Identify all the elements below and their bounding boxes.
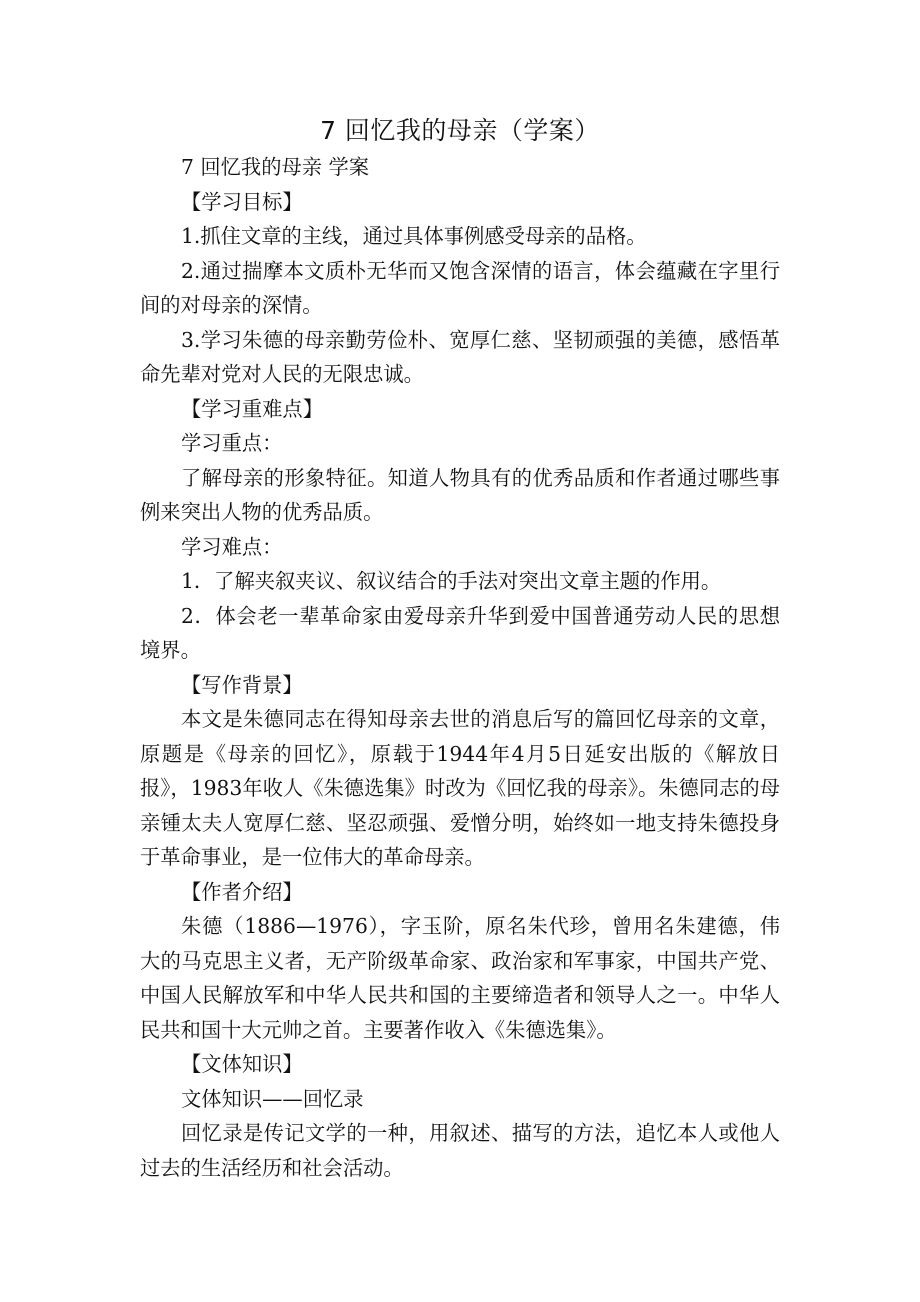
difficulty-item-2: 2．体会老一辈革命家由爱母亲升华到爱中国普通劳动人民的思想境界。 [140,603,780,662]
section-heading-goals: 【学习目标】 [181,189,303,214]
section-heading-background: 【写作背景】 [181,672,303,697]
subtitle: 7 回忆我的母亲 学案 [181,155,370,179]
document-body [140,150,780,1185]
background-paragraph: 本文是朱德同志在得知母亲去世的消息后写的篇回忆母亲的文章，原题是《母亲的回忆》，原载于1944年4月5日延安出版的《解放日报》，1983年收人《朱德选集》时改为《回忆我的母亲》。朱德同志的母亲锺太夫人宽厚仁慈、坚忍顽强、爱憎分明，始终如一地支持朱德投身于革命事业，是一位伟大的革命母亲。 [140,707,780,869]
difficulty-item-1: 1．了解夹叙夹议、叙议结合的手法对突出文章主题的作用。 [181,569,722,593]
section-heading-author: 【作者介绍】 [181,879,303,904]
genre-paragraph: 回忆录是传记文学的一种，用叙述、描写的方法，追忆本人或他人过去的生活经历和社会活动。 [140,1121,780,1180]
goal-item-1: 1.抓住文章的主线，通过具体事例感受母亲的品格。 [181,224,647,248]
key-point-text: 了解母亲的形象特征。知道人物具有的优秀品质和作者通过哪些事例来突出人物的优秀品质。 [140,465,780,524]
goal-item-2: 2.通过揣摩本文质朴无华而又饱含深情的语言，体会蕴藏在字里行间的对母亲的深情。 [140,258,780,317]
goal-item-3: 3.学习朱德的母亲勤劳俭朴、宽厚仁慈、坚韧顽强的美德，感悟革命先辈对党对人民的无限忠诚。 [140,327,780,386]
document-title: 7 回忆我的母亲（学案） [320,116,600,145]
key-point-label: 学习重点： [181,431,283,455]
author-paragraph: 朱德（1886—1976），字玉阶，原名朱代珍，曾用名朱建德，伟大的马克思主义者，无产阶级革命家、政治家和军事家，中国共产党、中国人民解放军和中华人民共和国的主要缔造者和领导人之一。中华人民共和国十大元帅之首。主要著作收入《朱德选集》。 [140,914,780,1042]
section-heading-genre: 【文体知识】 [181,1052,303,1076]
genre-label: 文体知识——回忆录 [181,1086,364,1111]
difficulty-label: 学习难点： [181,534,283,559]
section-heading-keypoints: 【学习重难点】 [181,396,323,421]
